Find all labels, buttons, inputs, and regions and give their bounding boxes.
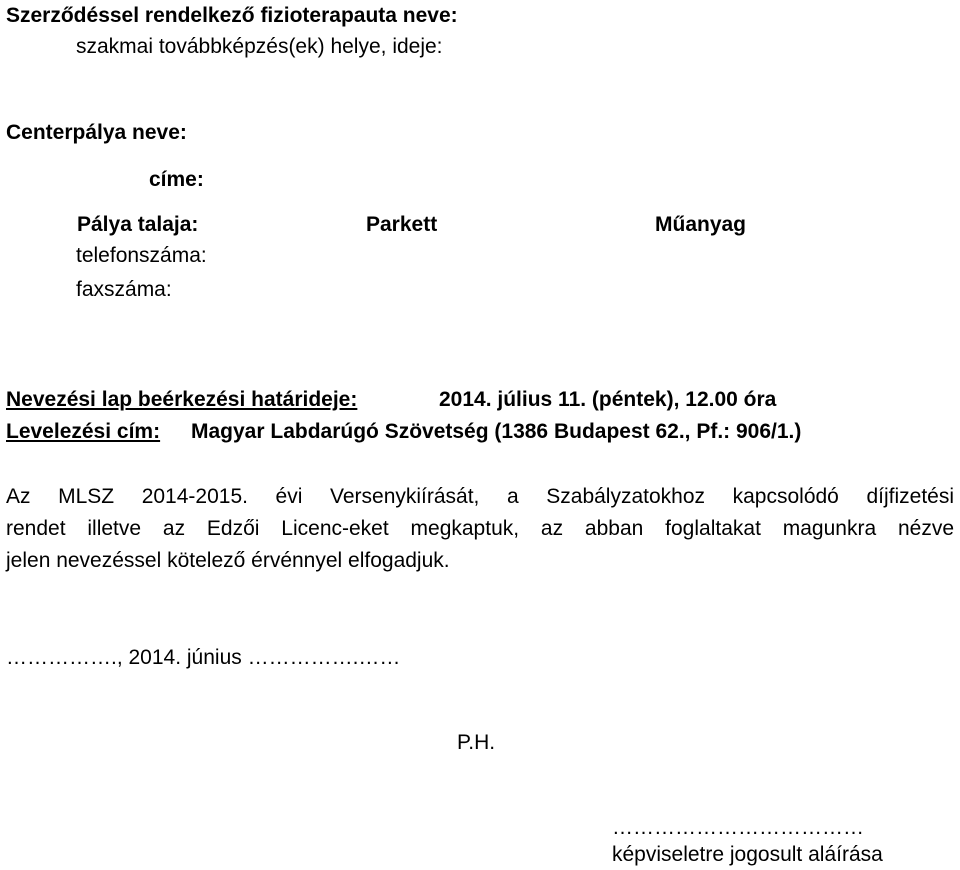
mailing-value: Magyar Labdarúgó Szövetség (1386 Budapest 62., Pf.: 906/1.) — [191, 420, 802, 443]
statement-line-3: jelen nevezéssel kötelező érvénnyel elfogadjuk. — [6, 549, 450, 572]
therapist-title: Szerződéssel rendelkező fizioterapauta neve: — [6, 4, 458, 27]
date-line: ……………., 2014. június …………….…… — [6, 646, 401, 669]
court-address-label: címe: — [149, 168, 204, 191]
training-label: szakmai továbbképzés(ek) helye, ideje: — [76, 35, 443, 58]
fax-label: faxszáma: — [76, 278, 172, 301]
phone-label: telefonszáma: — [76, 244, 207, 267]
signature-dots: ……………………………… — [612, 816, 864, 839]
statement-line-2: rendet illetve az Edzői Licenc-eket megkaptuk, az abban foglaltakat magunkra nézve — [6, 517, 954, 540]
surface-option-parquet: Parkett — [366, 213, 438, 236]
statement-line-1: Az MLSZ 2014-2015. évi Versenykiírását, a Szabályzatokhoz kapcsolódó díjfizetési — [6, 485, 954, 508]
mailing-label: Levelezési cím: — [6, 420, 161, 443]
surface-option-synthetic: Műanyag — [655, 213, 747, 236]
surface-label: Pálya talaja: — [77, 213, 199, 236]
signature-label: képviseletre jogosult aláírása — [612, 843, 883, 866]
stamp-label: P.H. — [457, 731, 496, 754]
deadline-label: Nevezési lap beérkezési határideje: — [6, 388, 358, 411]
deadline-value: 2014. július 11. (péntek), 12.00 óra — [439, 388, 777, 411]
court-name-label: Centerpálya neve: — [6, 121, 187, 144]
